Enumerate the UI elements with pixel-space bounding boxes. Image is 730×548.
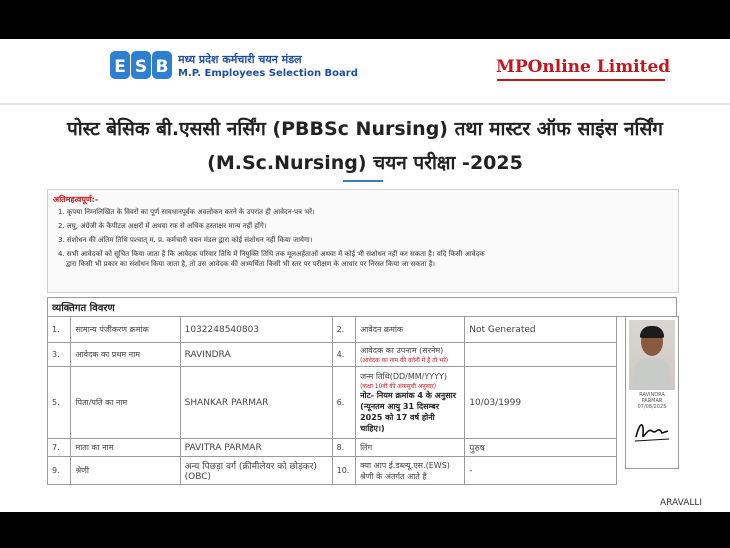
row-number: 6. <box>332 367 355 439</box>
field-label: आवेदन क्रमांक <box>356 317 465 343</box>
board-name-hindi: मध्य प्रदेश कर्मचारी चयन मंडल <box>178 53 302 66</box>
registration-number-value: 1032248540803 <box>180 317 332 343</box>
notice-heading: अतिमहत्वपूर्ण:- <box>53 195 99 204</box>
page-title-line2: (M.Sc.Nursing) चयन परीक्षा -2025 <box>207 152 523 174</box>
svg-text:E: E <box>114 57 126 77</box>
row-number: 4. <box>332 343 355 367</box>
field-label: पिता/पति का नाम <box>71 367 180 439</box>
applicant-photo-box <box>625 316 679 469</box>
row-number: 2. <box>332 317 355 343</box>
section-title: व्यक्तिगत विवरण <box>48 298 677 317</box>
row-number: 1. <box>48 317 71 343</box>
surname-note: (आवेदक का नाम की वर्तनी में है तो भरें) <box>360 357 449 364</box>
svg-text:B: B <box>155 57 169 77</box>
category-value: अन्य पिछड़ा वर्ग (क्रीमीलेयर को छोड़कर) (OBC) <box>180 457 332 485</box>
notice-item: द्वारा किसी भी प्रकार का संशोधन किया जाता है, तो उस आवेदक की अभ्यर्थिता किसी भी स्तर पर परीक्षण के आधार पर निरस्त किया जा सकता है। <box>66 260 436 268</box>
header-bar <box>0 39 730 105</box>
field-label <box>356 343 465 367</box>
field-label <box>356 367 465 439</box>
dob-value: 10/03/1999 <box>465 367 617 439</box>
notice-item: 3. संशोधन की अंतिम तिथि पश्चात् म. प्र. कर्मचारी चयन मंडल द्वारा कोई संशोधन नहीं किया जायेगा। <box>58 236 313 244</box>
dob-label: जन्म तिथि(DD/MM/YYYY) <box>360 372 448 381</box>
mponline-underline <box>497 79 665 81</box>
notice-item: 4. सभी आवेदकों को सूचित किया जाता है कि आवेदक परिवार तिथि में नियुक्ति तिथि तक मूलअर्हताओं अथवा में कोई भी संशोधन नहीं कर सकता है। यदि किसी आवेदक <box>58 250 485 258</box>
row-number: 5. <box>48 367 71 439</box>
personal-details-table <box>47 297 677 485</box>
mponline-logo: MPOnline Limited <box>496 57 671 77</box>
dob-rule-note: नोट- नियम क्रमांक 4 के अनुसार (न्यूनतम आयु 31 दिसम्बर 2025 को 17 वर्ष होनी चाहिए।) <box>360 391 456 433</box>
notice-item: 2. लघु, अंग्रेजी के कैपीटल अक्षरों में अथवा रफ़ से अधिक हस्ताक्षर मान्य नहीं होंगे। <box>58 222 267 230</box>
footer-label: ARAVALLI <box>660 498 703 508</box>
title-divider <box>343 180 383 182</box>
dob-note: (कक्षा 10वीं की अंकसूची अनुसार) <box>360 383 437 390</box>
important-notice-box <box>47 189 679 293</box>
board-name-english: M.P. Employees Selection Board <box>178 68 358 79</box>
field-label: सामान्य पंजीकरण क्रमांक <box>71 317 180 343</box>
mother-name-value: PAVITRA PARMAR <box>180 439 332 457</box>
application-number-value: Not Generated <box>465 317 617 343</box>
notice-item: 1. कृपया निम्नलिखित के विवरों का पूर्ण सावधानपूर्वक अवलोकन करने के उपरांत ही आवेदन-पत्र भरें। <box>58 208 315 216</box>
field-label: लिंग <box>356 439 465 457</box>
field-label: श्रेणी <box>71 457 180 485</box>
row-number: 10. <box>332 457 355 485</box>
field-label: क्या आप ई.डब्ल्यू.एस.(EWS) श्रेणी के अंतर्गत आते है <box>356 457 465 485</box>
applicant-photo <box>629 320 675 390</box>
esb-logo-icon <box>110 49 172 81</box>
row-number: 8. <box>332 439 355 457</box>
father-name-value: SHANKAR PARMAR <box>180 367 332 439</box>
page-title-line1: पोस्ट बेसिक बी.एससी नर्सिंग (PBBSc Nursing) तथा मास्टर ऑफ साइंस नर्सिंग <box>66 118 664 140</box>
signature-icon <box>632 417 672 445</box>
surname-value <box>465 343 617 367</box>
svg-text:S: S <box>134 57 148 77</box>
row-number: 9. <box>48 457 71 485</box>
row-number: 7. <box>48 439 71 457</box>
surname-label: आवेदक का उपनाम (सरनेम) <box>360 346 444 355</box>
field-label: आवेदक का प्रथम नाम <box>71 343 180 367</box>
row-number: 3. <box>48 343 71 367</box>
first-name-value: RAVINDRA <box>180 343 332 367</box>
field-label: माता का नाम <box>71 439 180 457</box>
ews-value: - <box>465 457 617 485</box>
photo-caption: RAVINDRA PARMAR 07/08/2025 <box>637 392 667 410</box>
gender-value: पुरुष <box>465 439 617 457</box>
application-sheet <box>0 39 730 512</box>
